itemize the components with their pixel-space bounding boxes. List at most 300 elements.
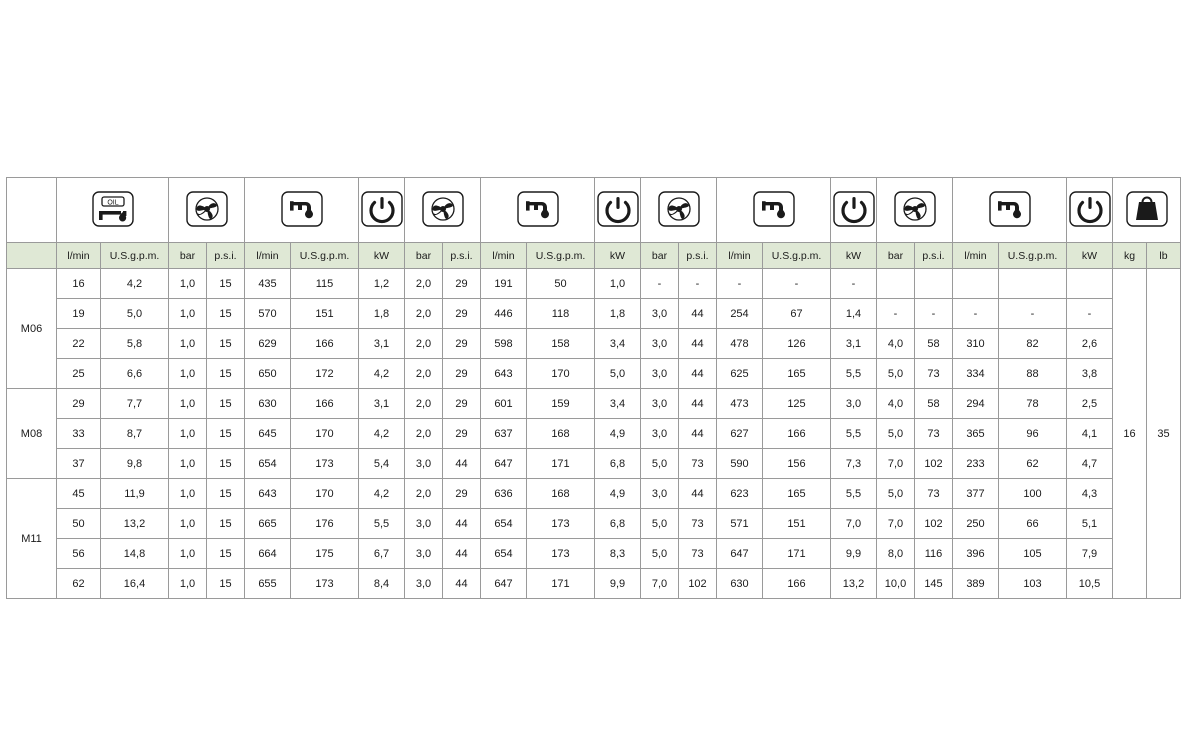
unit-header-cell: l/min [57,243,101,269]
data-cell: 25 [57,359,101,389]
water-tap-icon [717,178,831,243]
data-cell: 254 [717,299,763,329]
data-cell: 9,9 [831,539,877,569]
data-cell: 654 [481,509,527,539]
data-cell: 3,0 [641,479,679,509]
data-cell: 5,5 [359,509,405,539]
unit-header-cell: kW [595,243,641,269]
data-cell: 16,4 [101,569,169,599]
air-blower-icon-glyph [420,189,466,229]
data-cell: 2,6 [1067,329,1113,359]
data-cell: 173 [291,569,359,599]
data-cell: 3,0 [405,539,443,569]
data-cell: - [717,269,763,299]
power-icon-glyph [595,189,641,229]
data-cell: 37 [57,449,101,479]
data-cell: 590 [717,449,763,479]
data-cell: 11,9 [101,479,169,509]
unit-header-cell: p.s.i. [915,243,953,269]
model-group-label: M06 [7,269,57,389]
data-cell: 44 [679,479,717,509]
data-cell: 5,8 [101,329,169,359]
data-cell: 435 [245,269,291,299]
data-cell: 3,4 [595,389,641,419]
data-cell: - [877,299,915,329]
data-cell: 105 [999,539,1067,569]
data-cell: 45 [57,479,101,509]
air-blower-icon [169,178,245,243]
data-cell: 4,2 [101,269,169,299]
data-cell: 100 [999,479,1067,509]
weight-lb-cell: 35 [1147,269,1181,599]
data-cell: 58 [915,329,953,359]
data-cell: 478 [717,329,763,359]
data-cell: 6,6 [101,359,169,389]
data-cell: 62 [57,569,101,599]
weight-icon [1113,178,1181,243]
water-tap-icon [953,178,1067,243]
data-cell: 647 [717,539,763,569]
data-cell: 4,7 [1067,449,1113,479]
data-cell: 172 [291,359,359,389]
unit-header-cell: kW [831,243,877,269]
data-cell: 643 [481,359,527,389]
model-group-label: M11 [7,479,57,599]
data-cell: 78 [999,389,1067,419]
data-cell: 1,0 [169,569,207,599]
data-cell: 643 [245,479,291,509]
data-cell: 310 [953,329,999,359]
table-row [7,269,1181,299]
unit-header-cell: bar [169,243,207,269]
data-cell: 15 [207,419,245,449]
data-cell: 2,0 [405,359,443,389]
data-cell: - [953,299,999,329]
data-cell: 56 [57,539,101,569]
data-cell: 1,0 [169,509,207,539]
data-cell: 176 [291,509,359,539]
data-cell: 3,4 [595,329,641,359]
data-cell: 5,5 [831,359,877,389]
data-cell: 73 [915,359,953,389]
data-cell: 13,2 [101,509,169,539]
weight-kg-cell: 16 [1113,269,1147,599]
data-cell: 15 [207,479,245,509]
data-cell: 5,0 [595,359,641,389]
data-cell: 29 [443,299,481,329]
data-cell: 102 [915,449,953,479]
data-cell: 14,8 [101,539,169,569]
data-cell: 4,1 [1067,419,1113,449]
data-cell: 7,0 [641,569,679,599]
data-cell: 1,2 [359,269,405,299]
corner-cell [7,178,57,243]
data-cell: 44 [679,359,717,389]
data-cell: 175 [291,539,359,569]
data-cell: 73 [915,479,953,509]
data-cell: 62 [999,449,1067,479]
oil-drain-icon [57,178,169,243]
table-body [7,178,1181,599]
data-cell: 13,2 [831,569,877,599]
data-cell: 654 [245,449,291,479]
data-cell: - [641,269,679,299]
data-cell: 29 [443,359,481,389]
unit-header-row [7,243,1181,269]
data-cell: 9,8 [101,449,169,479]
data-cell: 334 [953,359,999,389]
data-cell: 171 [527,569,595,599]
unit-corner-cell [7,243,57,269]
data-cell: 9,9 [595,569,641,599]
data-cell: 630 [717,569,763,599]
data-cell: 1,0 [169,299,207,329]
data-cell: 2,5 [1067,389,1113,419]
data-cell: 3,1 [831,329,877,359]
air-blower-icon-glyph [184,189,230,229]
data-cell: 15 [207,269,245,299]
unit-header-cell: kg [1113,243,1147,269]
unit-header-cell: l/min [481,243,527,269]
data-cell: 627 [717,419,763,449]
data-cell: 44 [443,569,481,599]
data-cell: - [831,269,877,299]
data-cell: 102 [679,569,717,599]
data-cell: 4,2 [359,419,405,449]
power-icon-glyph [359,189,405,229]
data-cell: 664 [245,539,291,569]
data-cell: 73 [915,419,953,449]
icon-header-row [7,178,1181,243]
unit-header-cell: l/min [953,243,999,269]
data-cell: 16 [57,269,101,299]
data-cell: 3,0 [405,449,443,479]
data-cell: 73 [679,449,717,479]
air-blower-icon [405,178,481,243]
data-cell [877,269,915,299]
data-cell: 171 [763,539,831,569]
unit-header-cell: p.s.i. [679,243,717,269]
data-cell: 3,0 [831,389,877,419]
power-icon [831,178,877,243]
data-cell: 3,1 [359,389,405,419]
data-cell: 1,0 [169,389,207,419]
data-cell: 103 [999,569,1067,599]
data-cell [915,269,953,299]
data-cell: 571 [717,509,763,539]
data-cell: 125 [763,389,831,419]
data-cell: 5,0 [101,299,169,329]
data-cell: 66 [999,509,1067,539]
data-cell [1067,269,1113,299]
data-cell: 8,4 [359,569,405,599]
data-cell: 8,3 [595,539,641,569]
data-cell: 396 [953,539,999,569]
data-cell: 2,0 [405,389,443,419]
data-cell: 165 [763,479,831,509]
data-cell: - [763,269,831,299]
data-cell: 5,5 [831,479,877,509]
data-cell: 15 [207,449,245,479]
table-row [7,359,1181,389]
data-cell: 170 [527,359,595,389]
model-group-label: M08 [7,389,57,479]
data-cell: 191 [481,269,527,299]
data-cell: 29 [57,389,101,419]
data-cell: 151 [763,509,831,539]
data-cell: 118 [527,299,595,329]
data-cell: 623 [717,479,763,509]
unit-header-cell: lb [1147,243,1181,269]
data-cell: 145 [915,569,953,599]
data-cell: 19 [57,299,101,329]
data-cell: 166 [291,329,359,359]
data-cell: 1,8 [595,299,641,329]
water-tap-icon-glyph [279,189,325,229]
data-cell: 250 [953,509,999,539]
data-cell: 15 [207,329,245,359]
data-cell: 166 [291,389,359,419]
data-cell: 570 [245,299,291,329]
unit-header-cell: U.S.g.p.m. [999,243,1067,269]
data-cell: 3,0 [641,389,679,419]
data-cell: 170 [291,479,359,509]
data-cell: - [1067,299,1113,329]
data-cell: 116 [915,539,953,569]
data-cell: 44 [443,539,481,569]
data-cell: 446 [481,299,527,329]
data-cell: 102 [915,509,953,539]
water-tap-icon-glyph [751,189,797,229]
data-cell: 7,0 [877,509,915,539]
air-blower-icon-glyph [892,189,938,229]
data-cell: 6,8 [595,509,641,539]
data-cell: 29 [443,479,481,509]
data-cell [953,269,999,299]
data-cell: 377 [953,479,999,509]
data-cell: 50 [57,509,101,539]
data-cell: 33 [57,419,101,449]
unit-header-cell: U.S.g.p.m. [101,243,169,269]
data-cell: 15 [207,539,245,569]
data-cell: 173 [527,509,595,539]
data-cell: 5,0 [641,449,679,479]
data-cell: 1,0 [595,269,641,299]
data-cell: 115 [291,269,359,299]
power-icon-glyph [831,189,877,229]
data-cell: 8,0 [877,539,915,569]
data-cell: 50 [527,269,595,299]
data-cell: 7,3 [831,449,877,479]
data-cell: 173 [527,539,595,569]
data-cell: 645 [245,419,291,449]
data-cell: 3,0 [641,329,679,359]
data-cell: 10,0 [877,569,915,599]
data-cell: 601 [481,389,527,419]
data-cell: 2,0 [405,419,443,449]
data-cell: 7,0 [831,509,877,539]
water-tap-icon [481,178,595,243]
data-cell: 4,9 [595,479,641,509]
data-cell: 665 [245,509,291,539]
data-cell: 4,2 [359,479,405,509]
data-cell: 44 [679,419,717,449]
data-cell: 647 [481,449,527,479]
unit-header-cell: U.S.g.p.m. [527,243,595,269]
data-cell: 3,0 [405,569,443,599]
data-cell: 4,9 [595,419,641,449]
data-cell: 156 [763,449,831,479]
data-cell: 3,8 [1067,359,1113,389]
unit-header-cell: U.S.g.p.m. [763,243,831,269]
table-row [7,509,1181,539]
data-cell: 1,0 [169,419,207,449]
unit-header-cell: kW [1067,243,1113,269]
data-cell: 598 [481,329,527,359]
data-cell: 22 [57,329,101,359]
data-cell: 3,0 [405,509,443,539]
unit-header-cell: l/min [717,243,763,269]
data-cell: 294 [953,389,999,419]
data-cell: 15 [207,359,245,389]
table-row [7,329,1181,359]
data-cell: 126 [763,329,831,359]
data-cell: 1,0 [169,329,207,359]
table-row [7,389,1181,419]
data-cell: 29 [443,269,481,299]
data-cell: 1,0 [169,479,207,509]
data-cell: 29 [443,419,481,449]
data-cell: 1,8 [359,299,405,329]
power-icon [359,178,405,243]
data-cell: 168 [527,479,595,509]
data-cell: - [999,299,1067,329]
data-cell: 8,7 [101,419,169,449]
data-cell: 58 [915,389,953,419]
data-cell: 233 [953,449,999,479]
water-tap-icon-glyph [515,189,561,229]
data-cell: 44 [679,299,717,329]
data-cell: 7,0 [877,449,915,479]
data-cell: 6,8 [595,449,641,479]
data-cell: 166 [763,569,831,599]
air-blower-icon [641,178,717,243]
unit-header-cell: bar [877,243,915,269]
specification-table [6,177,1181,599]
data-cell: 4,0 [877,389,915,419]
table-row [7,539,1181,569]
data-cell: 15 [207,389,245,419]
data-cell: 170 [291,419,359,449]
data-cell: 82 [999,329,1067,359]
data-cell: 96 [999,419,1067,449]
data-cell: 159 [527,389,595,419]
water-tap-icon-glyph [987,189,1033,229]
table-row [7,449,1181,479]
data-cell: 2,0 [405,299,443,329]
data-cell: 3,1 [359,329,405,359]
data-cell: 2,0 [405,269,443,299]
data-cell: 44 [679,389,717,419]
data-cell [999,269,1067,299]
data-cell: 473 [717,389,763,419]
data-cell: 5,0 [877,419,915,449]
data-cell: 29 [443,329,481,359]
data-cell: 389 [953,569,999,599]
data-cell: 44 [443,509,481,539]
data-cell: 655 [245,569,291,599]
data-cell: - [679,269,717,299]
data-cell: 2,0 [405,329,443,359]
data-cell: 73 [679,539,717,569]
data-cell: 1,0 [169,359,207,389]
data-cell: 7,9 [1067,539,1113,569]
data-cell: 166 [763,419,831,449]
data-cell: 636 [481,479,527,509]
table-row [7,569,1181,599]
data-cell: 10,5 [1067,569,1113,599]
weight-icon-glyph [1124,189,1170,229]
air-blower-icon-glyph [656,189,702,229]
unit-header-cell: l/min [245,243,291,269]
data-cell: 44 [443,449,481,479]
data-cell: 5,0 [641,539,679,569]
unit-header-cell: bar [405,243,443,269]
water-tap-icon [245,178,359,243]
data-cell: 1,4 [831,299,877,329]
data-cell: 5,0 [877,479,915,509]
data-cell: 29 [443,389,481,419]
data-cell: 650 [245,359,291,389]
spec-table-container [6,177,1170,590]
unit-header-cell: p.s.i. [443,243,481,269]
data-cell: 637 [481,419,527,449]
data-cell: 15 [207,569,245,599]
data-cell: 1,0 [169,539,207,569]
data-cell: 173 [291,449,359,479]
power-icon-glyph [1067,189,1113,229]
data-cell: 654 [481,539,527,569]
data-cell: 5,1 [1067,509,1113,539]
data-cell: 7,7 [101,389,169,419]
data-cell: 630 [245,389,291,419]
data-cell: - [915,299,953,329]
data-cell: 158 [527,329,595,359]
data-cell: 15 [207,509,245,539]
data-cell: 2,0 [405,479,443,509]
data-cell: 88 [999,359,1067,389]
data-cell: 5,0 [877,359,915,389]
data-cell: 165 [763,359,831,389]
data-cell: 73 [679,509,717,539]
table-row [7,299,1181,329]
data-cell: 3,0 [641,359,679,389]
air-blower-icon [877,178,953,243]
data-cell: 1,0 [169,449,207,479]
unit-header-cell: bar [641,243,679,269]
data-cell: 5,0 [641,509,679,539]
data-cell: 5,4 [359,449,405,479]
oil-drain-icon-glyph [90,189,136,229]
data-cell: 44 [679,329,717,359]
power-icon [1067,178,1113,243]
data-cell: 4,0 [877,329,915,359]
data-cell: 629 [245,329,291,359]
data-cell: 3,0 [641,299,679,329]
unit-header-cell: U.S.g.p.m. [291,243,359,269]
data-cell: 3,0 [641,419,679,449]
data-cell: 5,5 [831,419,877,449]
